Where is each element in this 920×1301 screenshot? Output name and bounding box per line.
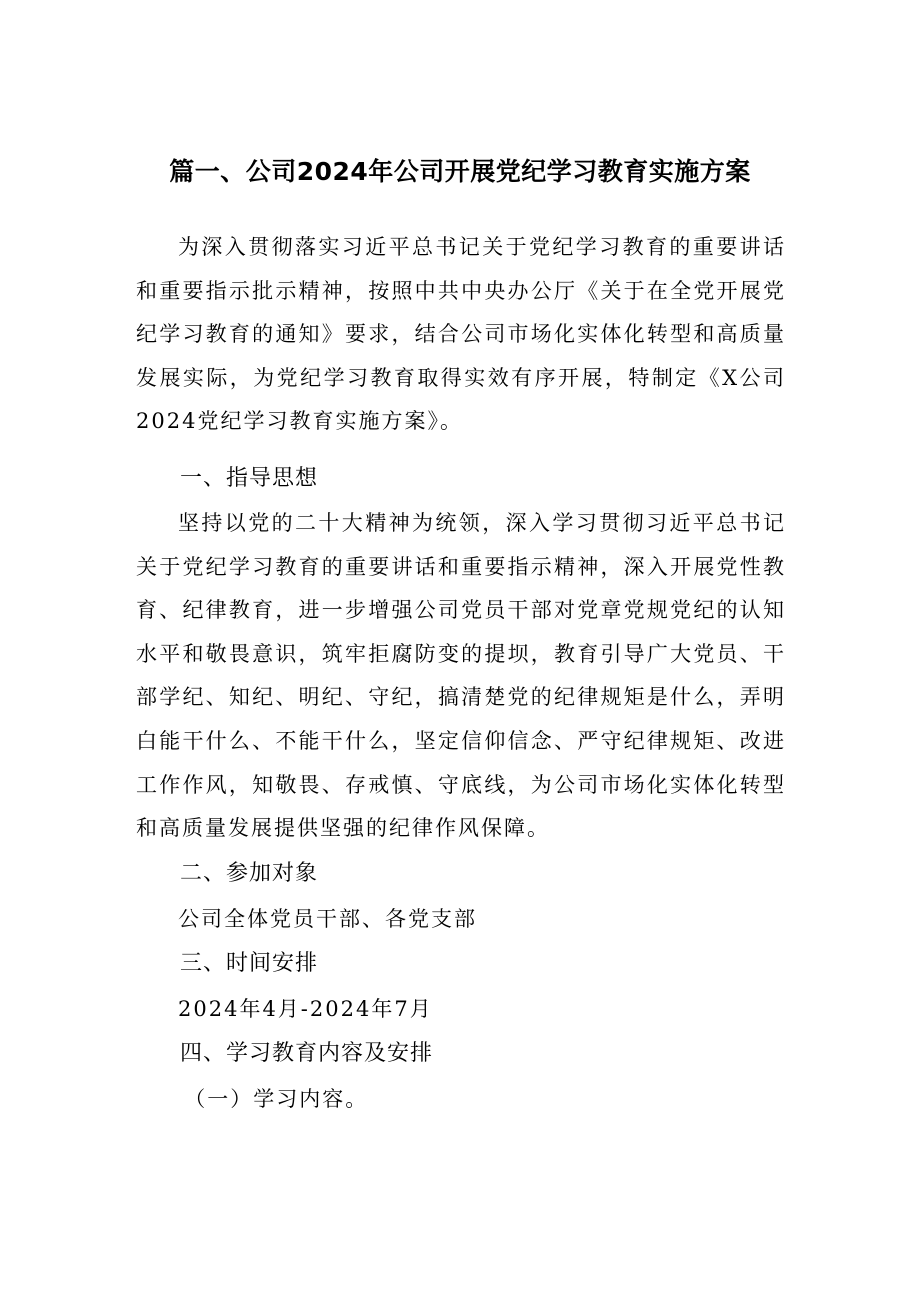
section-body-schedule: 2024年4月-2024年7月 [178, 996, 433, 1021]
document-title: 篇一、公司2024年公司开展党纪学习教育实施方案 [169, 157, 751, 186]
document-body [136, 226, 786, 1121]
spacer [136, 444, 786, 456]
section-body-participants: 公司全体党员干部、各党支部 [178, 906, 477, 931]
intro-paragraph: 为深入贯彻落实习近平总书记关于党纪学习教育的重要讲话和重要指示批示精神，按照中共中央办公厅《关于在全党开展党纪学习教育的通知》要求，结合公司市场化实体化转型和高质量发展实际，为党纪学习教育取得实效有序开展，特制定《X公司2024党纪学习教育实施方案》。 [136, 235, 786, 434]
section-subheading-study-content: （一）学习内容。 [184, 1086, 369, 1111]
section-heading-schedule: 三、时间安排 [180, 950, 319, 976]
section-heading-content: 四、学习教育内容及安排 [180, 1040, 434, 1066]
section-heading-guiding-ideology: 一、指导思想 [180, 465, 319, 491]
section-heading-participants: 二、参加对象 [180, 860, 319, 886]
section-body-guiding-ideology: 坚持以党的二十大精神为统领，深入学习贯彻习近平总书记关于党纪学习教育的重要讲话和重要指示精神，深入开展党性教育、纪律教育，进一步增强公司党员干部对党章党规党纪的认知水平和敬畏意识，筑牢拒腐防变的提坝，教育引导广大党员、干部学纪、知纪、明纪、守纪，搞清楚党的纪律规矩是什么，弄明白能干什么、不能干什么，坚定信仰信念、严守纪律规矩、改进工作作风，知敬畏、存戒慎、守底线，为公司市场化实体化转型和高质量发展提供坚强的纪律作风保障。 [136, 510, 786, 841]
